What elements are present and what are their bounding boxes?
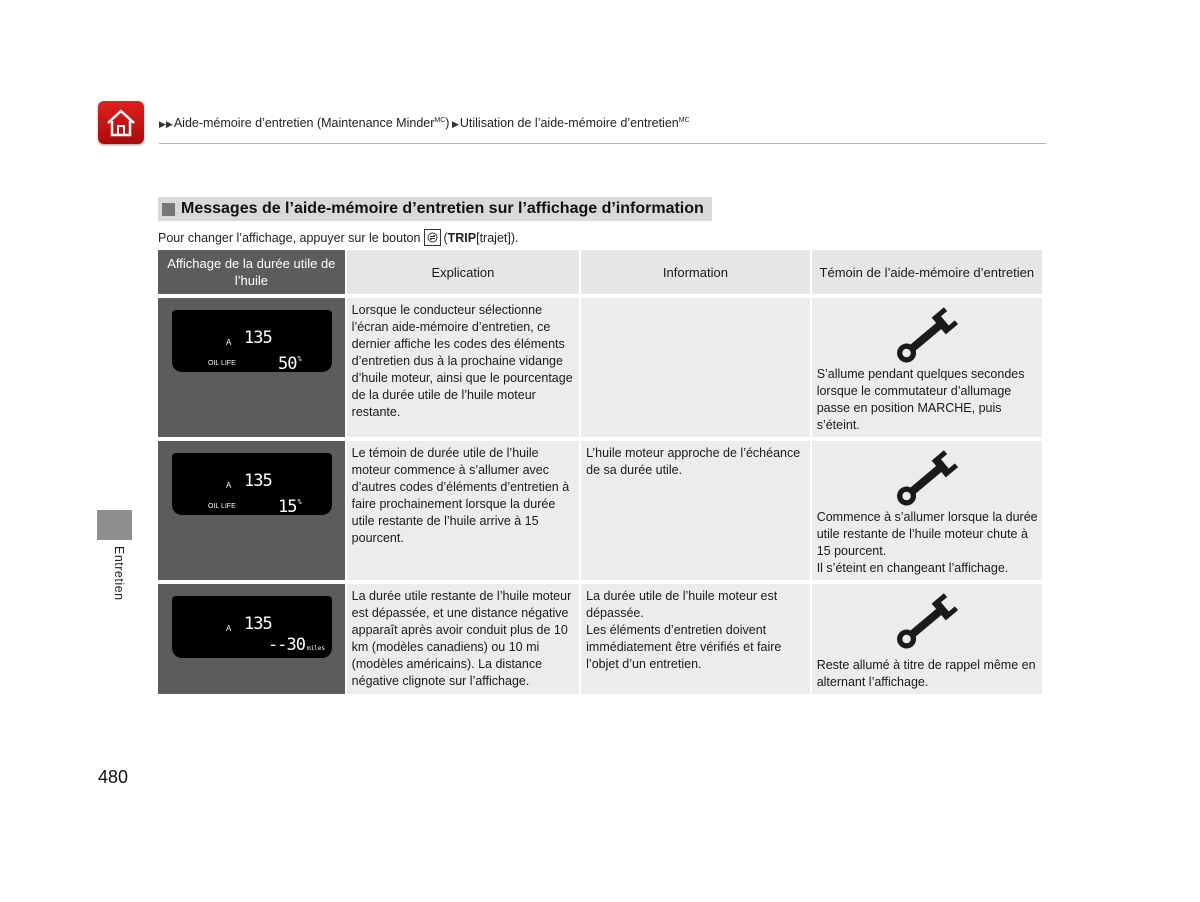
header-indicator: Témoin de l’aide-mémoire d’entretien bbox=[812, 250, 1042, 298]
table-row bbox=[158, 298, 1042, 441]
breadcrumb-arrow-icon: ▶ bbox=[449, 119, 459, 129]
explanation-cell: Le témoin de durée utile de l’huile moteur commence à s’allumer avec d’autres codes d’éléments d’entretien à faire prochainement lorsque la durée utile restante de l’huile arrive à 15 pourcent. bbox=[347, 441, 579, 584]
lcd-display: A 135 OIL LIFE 15% bbox=[172, 453, 332, 515]
page-number: 480 bbox=[98, 767, 129, 787]
header-divider bbox=[159, 143, 1046, 144]
wrench-icon bbox=[890, 306, 966, 364]
header-explanation: Explication bbox=[347, 250, 579, 298]
information-cell: La durée utile de l’huile moteur est dépassée. Les éléments d’entretien doivent immédiatement être vérifiés et faire l’objet d’un entretien. bbox=[581, 584, 810, 698]
lcd-display: A 135 --30 miles bbox=[172, 596, 332, 658]
chapter-label: Entretien bbox=[112, 546, 126, 601]
display-cell bbox=[158, 441, 345, 584]
information-cell: L’huile moteur approche de l’échéance de sa durée utile. bbox=[581, 441, 810, 584]
chapter-tab[interactable] bbox=[97, 510, 132, 540]
table-header-row bbox=[158, 250, 1042, 298]
table-row bbox=[158, 441, 1042, 584]
header-display: Affichage de la durée utile de l’huile bbox=[158, 250, 345, 298]
explanation-cell: Lorsque le conducteur sélectionne l’écran aide-mémoire d’entretien, ce dernier affiche les codes des éléments d’entretien dus à la prochaine vidange d’huile moteur, ainsi que le pourcentage de la durée utile de l’huile moteur restante. bbox=[347, 298, 579, 441]
explanation-cell: La durée utile restante de l’huile moteur est dépassée, et une distance négative apparaît après avoir conduit plus de 10 km (modèles canadiens) ou 10 mi (modèles américains). La distance négative clignote sur l’affichage. bbox=[347, 584, 579, 698]
breadcrumb bbox=[159, 116, 690, 130]
information-cell bbox=[581, 298, 810, 441]
table-row bbox=[158, 584, 1042, 698]
header-information: Information bbox=[581, 250, 810, 298]
indicator-cell: Reste allumé à titre de rappel même en alternant l’affichage. bbox=[812, 584, 1042, 698]
breadcrumb-current: Utilisation de l’aide-mémoire d’entretien$^{MC}$ bbox=[459, 116, 690, 130]
maintenance-messages-table bbox=[156, 250, 1044, 698]
display-cell bbox=[158, 584, 345, 698]
section-square-icon bbox=[162, 203, 175, 216]
breadcrumb-link-maintenance-minder[interactable]: Aide-mémoire d’entretien (Maintenance Minder$^{MC}$) bbox=[173, 116, 450, 130]
display-cell bbox=[158, 298, 345, 441]
intro-text: Pour changer l’affichage, appuyer sur le bouton ( TRIP [trajet]). bbox=[158, 230, 519, 245]
indicator-cell: Commence à s’allumer lorsque la durée utile restante de l’huile moteur chute à 15 pourcent. Il s’éteint en changeant l’affichage. bbox=[812, 441, 1042, 584]
breadcrumb-arrow-icon: ▶▶ bbox=[159, 119, 173, 129]
section-title: Messages de l’aide-mémoire d’entretien sur l’affichage d’information bbox=[158, 197, 712, 221]
home-icon[interactable] bbox=[98, 101, 144, 144]
lcd-display: A 135 OIL LIFE 50% bbox=[172, 310, 332, 372]
wrench-icon bbox=[890, 592, 966, 650]
indicator-cell: S’allume pendant quelques secondes lorsque le commutateur d’allumage passe en position MARCHE, puis s’éteint. bbox=[812, 298, 1042, 441]
trip-button-icon bbox=[424, 229, 441, 246]
wrench-icon bbox=[890, 449, 966, 507]
